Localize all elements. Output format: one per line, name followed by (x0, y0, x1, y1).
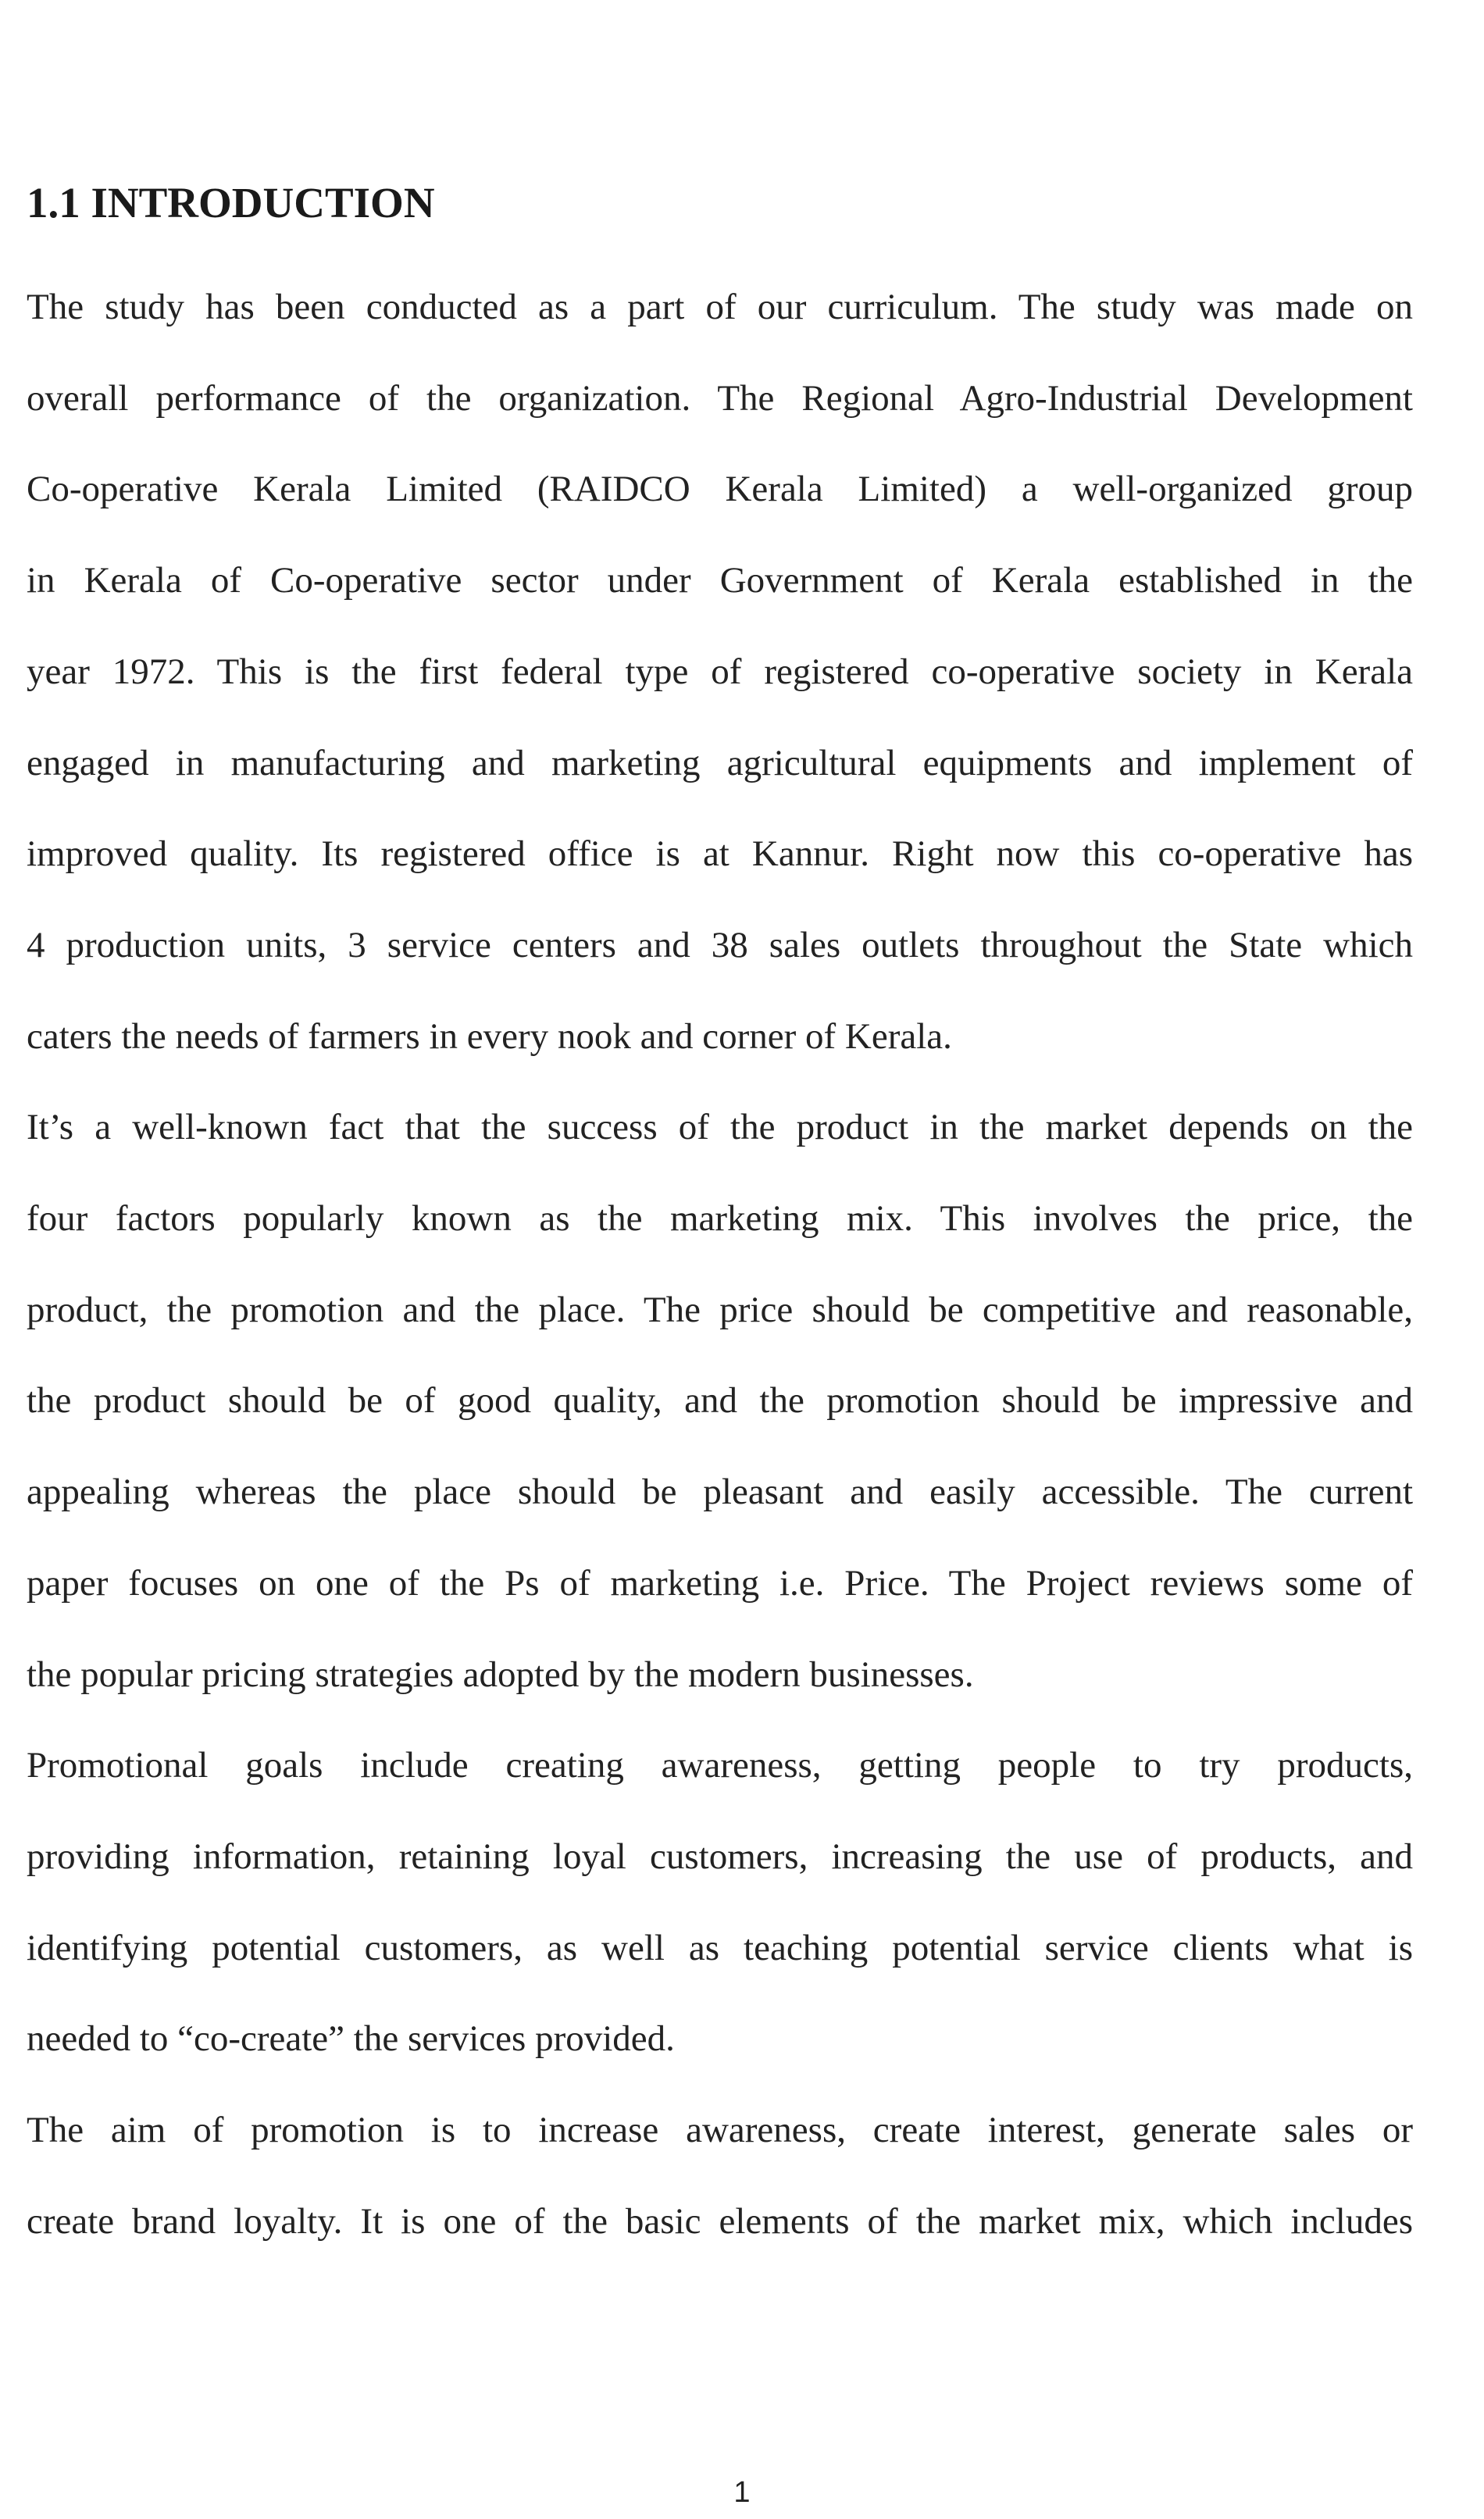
text-line: improved quality. Its registered office is at Kannur. Right now this co-operative has (27, 833, 1413, 875)
text-line: 4 production units, 3 service centers and 38 sales outlets throughout the State which (27, 924, 1413, 965)
text-line: engaged in manufacturing and marketing agricultural equipments and implement of (27, 742, 1413, 783)
page-number: 1 (733, 2476, 751, 2509)
text-line: The study has been conducted as a part of our curriculum. The study was made on (27, 287, 1413, 327)
text-line: the product should be of good quality, and the promotion should be impressive and (27, 1380, 1413, 1422)
text-line: It’s a well-known fact that the success of the product in the market depends on the (27, 1107, 1413, 1148)
text-line: overall performance of the organization. The Regional Agro-Industrial Development (27, 377, 1413, 419)
text-line: The aim of promotion is to increase awareness, create interest, generate sales or (27, 2110, 1413, 2150)
text-line: year 1972. This is the first federal type of registered co-operative society in Kerala (27, 651, 1413, 692)
text-line: appealing whereas the place should be pleasant and easily accessible. The current (27, 1472, 1413, 1513)
text-line: four factors popularly known as the marketing mix. This involves the price, the (27, 1198, 1413, 1239)
text-line: the popular pricing strategies adopted by the modern businesses. (27, 1654, 974, 1695)
text-line: caters the needs of farmers in every nook and corner of Kerala. (27, 1015, 952, 1057)
text-line: Promotional goals include creating awareness, getting people to try products, (27, 1745, 1413, 1786)
text-line: needed to “co-create” the services provided. (27, 2018, 675, 2060)
section-heading: 1.1 INTRODUCTION (27, 179, 435, 227)
text-line: providing information, retaining loyal customers, increasing the use of products, and (27, 1836, 1413, 1877)
text-line: in Kerala of Co-operative sector under Government of Kerala established in the (27, 560, 1413, 601)
text-line: paper focuses on one of the Ps of marketing i.e. Price. The Project reviews some of (27, 1562, 1413, 1604)
text-line: create brand loyalty. It is one of the basic elements of the market mix, which includes (27, 2200, 1413, 2242)
text-line: identifying potential customers, as well as teaching potential service clients what is (27, 1927, 1413, 1968)
text-line: Co-operative Kerala Limited (RAIDCO Kerala Limited) a well-organized group (27, 469, 1413, 510)
text-line: product, the promotion and the place. The price should be competitive and reasonable, (27, 1289, 1413, 1330)
